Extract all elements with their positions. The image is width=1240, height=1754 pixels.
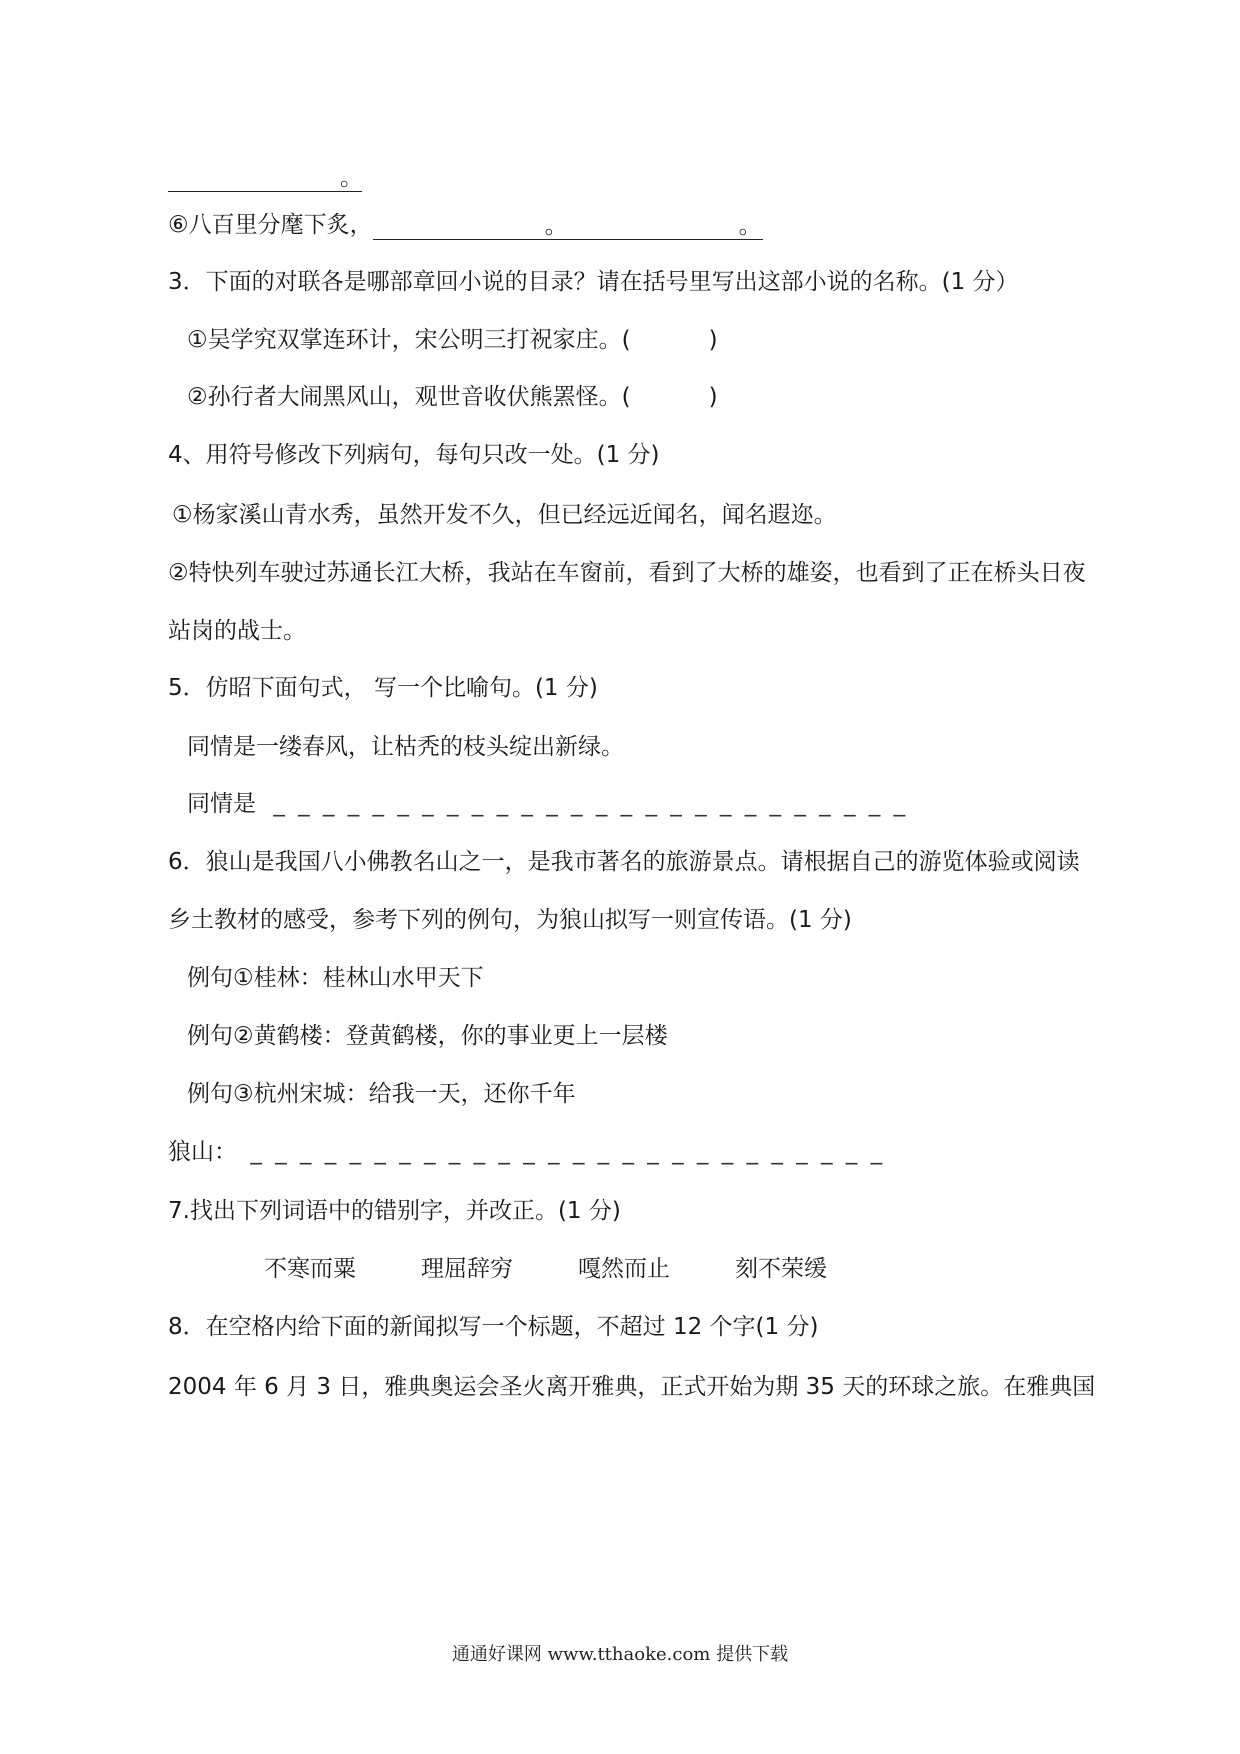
q7-title: 7.找出下列词语中的错别字，并改正。(1 分) [168,1198,621,1224]
q8-news-line1: 2004 年 6 月 3 日，雅典奥运会圣火离开雅典，正式开始为期 35 天的环球之旅。在雅典国 [168,1374,1096,1400]
paren-close: ) [708,327,718,353]
page-footer: 通通好课网 www.tthaoke.com 提供下载 [451,1644,789,1665]
q2-item6-underline [373,213,763,240]
q3-item2-text: ②孙行者大闹黑风山，观世音收伏熊罴怪。( [187,384,631,410]
q7-word: 嘎然而止 [578,1256,670,1282]
q6-answer-label: 狼山： [168,1139,237,1165]
q7-word: 理屈辞穷 [421,1256,513,1282]
q2-item6-prefix: ⑥八百里分麾下炙， [168,212,373,238]
q3-title: 3．下面的对联各是哪部章回小说的目录？请在括号里写出这部小说的名称。(1 分） [168,269,1019,295]
period-mark: 。 [340,165,363,191]
q5-answer-label: 同情是 [187,791,256,817]
q8-title: 8．在空格内给下面的新闻拟写一个标题，不超过 12 个字(1 分) [168,1314,819,1340]
q4-item2-line1: ②特快列车驶过苏通长江大桥，我站在车窗前，看到了大桥的雄姿，也看到了正在桥头日夜 [168,560,1086,586]
answer-blank-line [168,162,362,192]
answer-dashed-blank: _ _ _ _ _ _ _ _ _ _ _ _ _ _ _ _ _ _ _ _ _ _ _ _ _ _ [250,1139,886,1165]
q6-line1: 6．狼山是我国八小佛教名山之一，是我市著名的旅游景点。请根据自己的游览体验或阅读 [168,849,1080,875]
q3-item2 [187,382,718,412]
q2-item6 [168,210,763,240]
q6-example1: 例句①桂林：桂林山水甲天下 [187,965,484,991]
q3-item1 [187,325,718,355]
q3-item1-text: ①吴学究双掌连环计，宋公明三打祝家庄。( [187,327,631,353]
q4-title: 4、用符号修改下列病句，每句只改一处。(1 分) [168,442,660,468]
answer-dashed-blank: _ _ _ _ _ _ _ _ _ _ _ _ _ _ _ _ _ _ _ _ _ _ _ _ _ _ [273,791,909,817]
q4-item2-line2: 站岗的战士。 [168,618,306,644]
period-mark: 。 [544,213,568,239]
period-mark: 。 [738,213,762,239]
q5-example: 同情是一缕春风，让枯秃的枝头绽出新绿。 [187,734,624,760]
q6-example3: 例句③杭州宋城：给我一天，还你千年 [187,1081,576,1107]
q6-line2: 乡土教材的感受，参考下列的例句，为狼山拟写一则宣传语。(1 分) [168,907,852,933]
q4-item1: ①杨家溪山青水秀，虽然开发不久，但已经远近闻名，闻名遐迩。 [172,502,837,528]
q5-title: 5．仿昭下面句式， 写一个比喻句。(1 分) [168,675,598,701]
paren-close: ) [708,384,718,410]
q6-example2: 例句②黄鹤楼：登黄鹤楼，你的事业更上一层楼 [187,1023,668,1049]
q7-word: 刻不荣缓 [735,1256,827,1282]
q5-answer [187,789,908,819]
answer-underline [168,165,362,192]
q7-word: 不寒而粟 [264,1256,356,1282]
q6-answer [168,1137,885,1167]
